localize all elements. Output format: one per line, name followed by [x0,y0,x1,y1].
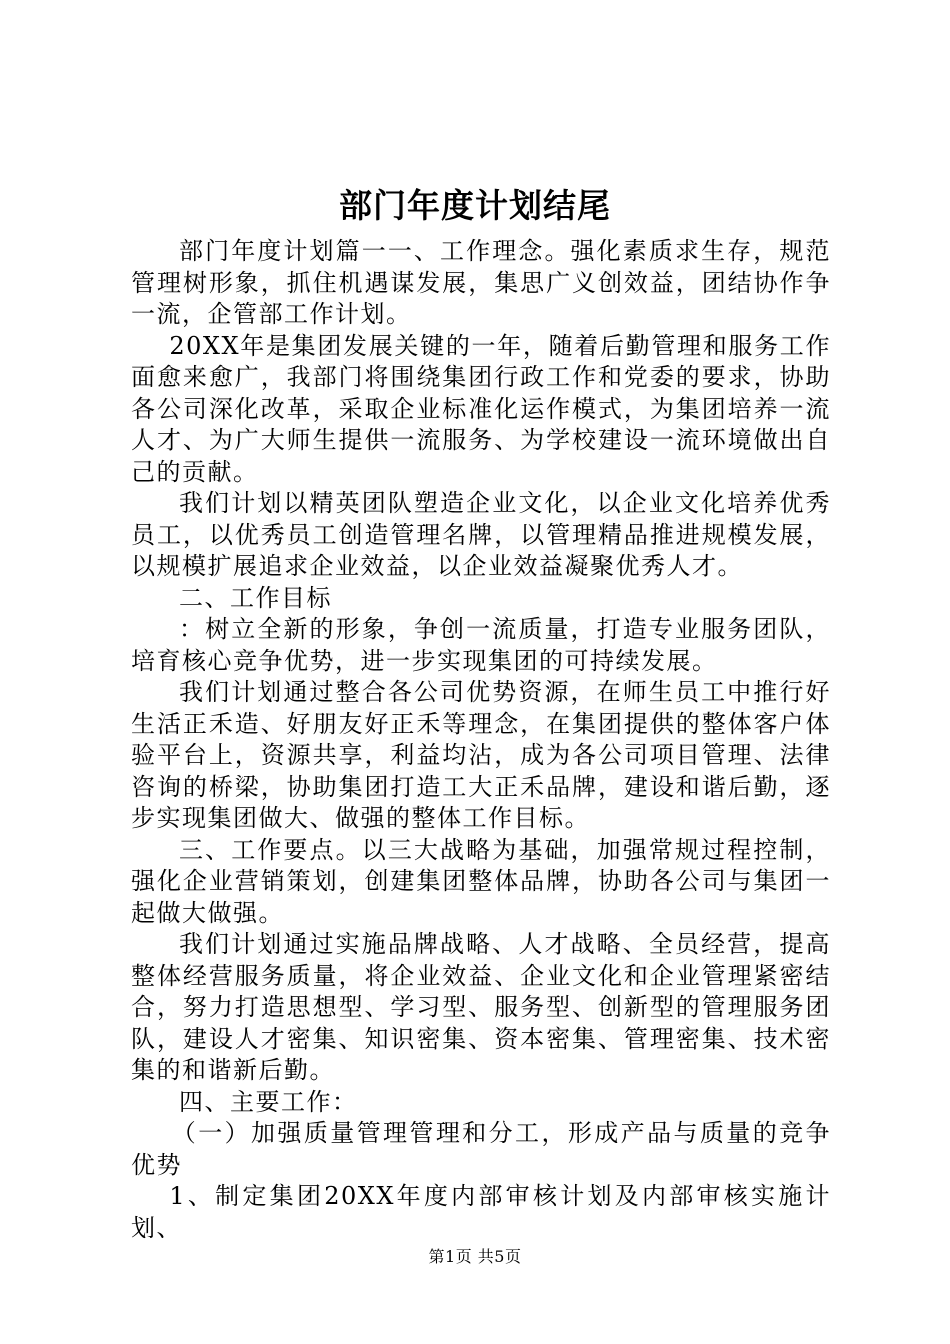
paragraph-annual-overview: 20XX年是集团发展关键的一年，随着后勤管理和服务工作面愈来愈广，我部门将围绕集团行政工作和党委的要求，协助各公司深化改革，采取企业标准化运作模式，为集团培养一流人才、为广大师生提供一流服务、为学校建设一流环境做出自己的贡献。 [131,331,831,486]
subheading-quality-management: （一）加强质量管理管理和分工，形成产品与质量的竞争优势 [131,1119,831,1179]
paragraph-brand-strategy: 我们计划通过实施品牌战略、人才战略、全员经营，提高整体经营服务质量，将企业效益、企业文化和企业管理紧密结合，努力打造思想型、学习型、服务型、创新型的管理服务团队，建设人才密集、知识密集、资本密集、管理密集、技术密集的和谐新后勤。 [131,930,831,1084]
document-body [131,236,831,1244]
section-heading-main-work: 四、主要工作： [179,1087,358,1116]
paragraph-work-key-points: 三、工作要点。以三大战略为基础，加强常规过程控制，强化企业营销策划，创建集团整体品牌，协助各公司与集团一起做大做强。 [131,835,831,927]
document-title: 部门年度计划结尾 [339,186,611,225]
section-heading-work-goals: 二、工作目标 [179,583,332,612]
paragraph-resource-integration: 我们计划通过整合各公司优势资源，在师生员工中推行好生活正禾造、好朋友好正禾等理念，在集团提供的整体客户体验平台上，资源共享，利益均沾，成为各公司项目管理、法律咨询的桥梁，协助集团打造工大正禾品牌，建设和谐后勤，逐步实现集团做大、做强的整体工作目标。 [131,678,831,832]
page-footer: 第1页 共5页 [428,1247,522,1266]
paragraph-team-plan: 我们计划以精英团队塑造企业文化，以企业文化培养优秀员工，以优秀员工创造管理名牌，以管理精品推进规模发展，以规模扩展追求企业效益，以企业效益凝聚优秀人才。 [131,489,831,580]
paragraph-work-philosophy: 部门年度计划篇一一、工作理念。强化素质求生存，规范管理树形象，抓住机遇谋发展，集思广义创效益，团结协作争一流，企管部工作计划。 [131,237,831,328]
paragraph-goals-detail: ：树立全新的形象，争创一流质量，打造专业服务团队，培育核心竞争优势，进一步实现集团的可持续发展。 [131,615,831,675]
list-item-audit-plan: 1、制定集团20XX年度内部审核计划及内部审核实施计划、 [131,1182,831,1242]
